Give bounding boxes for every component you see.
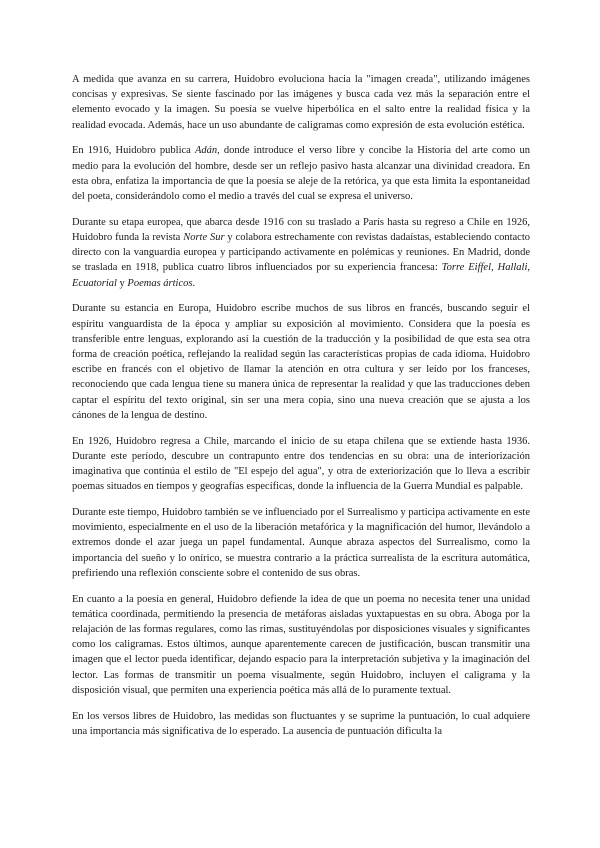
paragraph: [72, 709, 530, 739]
paragraph: [72, 592, 530, 698]
paragraph: [72, 301, 530, 423]
paragraph-text: En cuanto a la poesía en general, Huidobro defiende la idea de que un poema no necesita tener una unidad temática coordinada, permitiendo la presencia de metáforas aisladas yuxtapuestas en su obra. Aboga por la relajación de las formas regulares, como las rimas, sustituyéndolas por disposiciones visuales y significantes como los caligramas. Estos últimos, aunque aparentemente carecen de justificación, buscan transmitir una imagen que el lector pueda identificar, dejando espacio para la interpretación subjetiva y la imaginación del lector. Las formas de transmitir un poema visualmente, según Huidobro, incluyen el caligrama y la disposición visual, que permiten una experiencia poética más allá de lo puramente textual.: [72, 593, 530, 696]
italic-title: Ecuatorial: [72, 277, 117, 289]
paragraph-text: Durante este tiempo, Huidobro también se ve influenciado por el Surrealismo y participa activamente en este movimiento, especialmente en el uso de la liberación metafórica y la magnificación del humor, llevándolo a extremos donde el azar juega un papel fundamental. Aunque abraza aspectos del Surrealismo, como la importancia del sueño y lo onírico, se muestra contrario a la práctica surrealista de la escritura automática, prefiriendo una reflexión consciente sobre el contenido de sus obras.: [72, 507, 530, 579]
paragraph-text: ,: [527, 262, 530, 274]
paragraph: [72, 143, 530, 204]
paragraph-text: Durante su etapa europea, que abarca desde 1916 con su traslado a París hasta su regreso a Chile en 1926, Huidobro funda la revista: [72, 216, 530, 244]
italic-title: Hallali: [497, 262, 528, 274]
paragraph-text: Durante su estancia en Europa, Huidobro escribe muchos de sus libros en francés, buscando seguir el espíritu vanguardista de la época y ampliar su exposición al movimiento. Considera que la poesía es transferible entre lenguas, explorando así la cuestión de la traducción y la posibilidad de que esta sea otra forma de creación poética, reflejando la realidad según las características propias de cada idioma. Huidobro escribe en francés con el objetivo de llamar la atención en otra cultura y ser leído por los franceses, reconociendo que cada lengua tiene su manera única de representar la realidad y que las traducciones deben captar el espíritu del texto original, sin ser una mera copia, sino una nueva creación que se ajusta a los cánones de la lengua de destino.: [72, 303, 530, 421]
paragraph-text: y: [116, 277, 128, 289]
document-body: [72, 72, 530, 750]
paragraph-text: A medida que avanza en su carrera, Huidobro evoluciona hacia la "imagen creada", utilizando imágenes concisas y expresivas. Se siente fascinado por las imágenes y busca cada vez más la separación entre el elemento evocado y la imagen. Su poesía se vuelve hiperbólica en el salto entre la realidad física y la realidad evocada. Además, hace un uso abundante de caligramas como expresión de esta evolución estética.: [72, 74, 530, 131]
paragraph: [72, 434, 530, 495]
italic-title: Poemas árticos: [127, 277, 193, 289]
paragraph: [72, 72, 530, 133]
paragraph-text: , donde introduce el verso libre y concibe la Historia del arte como un medio para la evolución del hombre, desde ser un reflejo pasivo hasta alcanzar una divinidad creadora. En esta obra, enfatiza la importancia de que la poesía se aleje de la retórica, ya que esta limita la espontaneidad del poeta, considerándolo como el medio a través del cual se expresa el universo.: [72, 145, 530, 203]
paragraph-text: En los versos libres de Huidobro, las medidas son fluctuantes y se suprime la puntuación, lo cual adquiere una importancia más significativa de lo esperado. La ausencia de puntuación dificulta la: [72, 710, 530, 737]
paragraph-text: En 1916, Huidobro publica: [72, 145, 195, 157]
paragraph-text: ,: [491, 262, 498, 274]
paragraph: [72, 215, 530, 291]
paragraph: [72, 505, 530, 581]
paragraph-text: y colabora estrechamente con revistas dadaístas, estableciendo contacto directo con la vanguardia europea y participando activamente en polémicas y reuniones. En Madrid, donde se traslada en 1918, publica cuatro libros influenciados por su experiencia francesa:: [72, 232, 530, 274]
italic-title: Norte Sur: [183, 232, 225, 244]
italic-title: Torre Eiffel: [441, 262, 492, 274]
paragraph-text: .: [192, 277, 196, 289]
paragraph-text: En 1926, Huidobro regresa a Chile, marcando el inicio de su etapa chilena que se extiende hasta 1936. Durante este período, descubre un contrapunto entre dos tendencias en su obra: una de interiorización imaginativa que continúa el estilo de "El espejo del agua", y otra de exteriorización que lo lleva a escribir poemas situados en tiempos y geografías específicas, donde la influencia de la Guerra Mundial es palpable.: [72, 435, 530, 493]
italic-title: Adán: [194, 145, 218, 157]
